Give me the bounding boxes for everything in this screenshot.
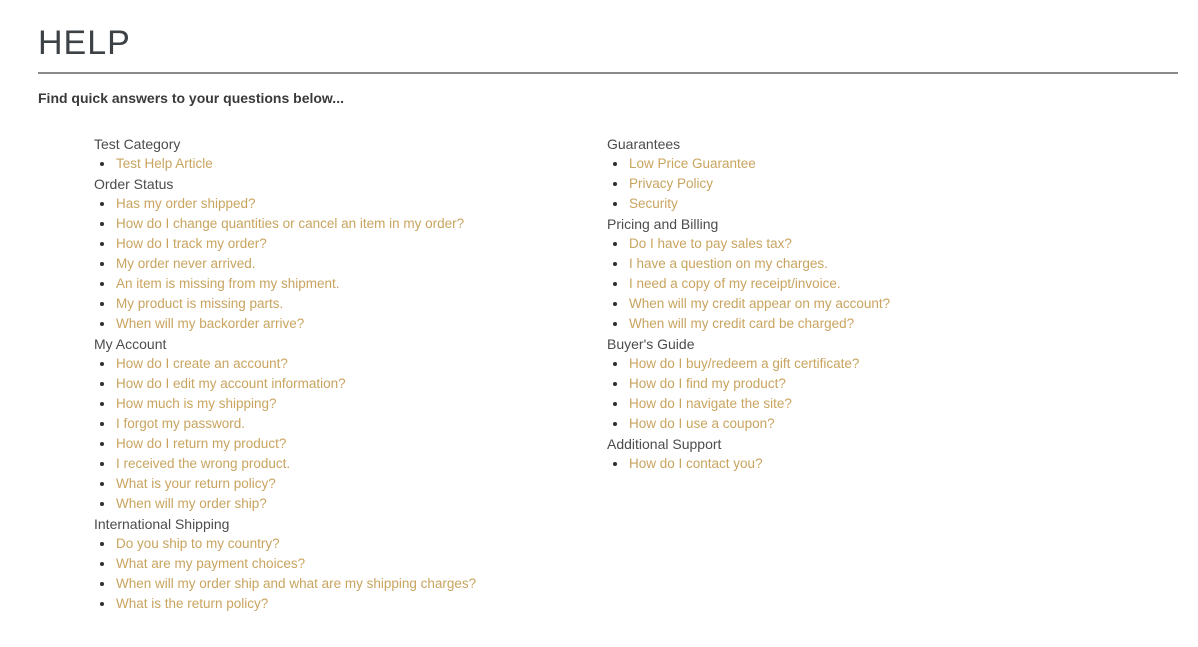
help-link-row [94, 554, 607, 574]
help-link-row [94, 214, 607, 234]
help-link-row [94, 254, 607, 274]
bullet-icon [613, 262, 617, 266]
category-heading: Order Status [94, 176, 174, 192]
page-title: HELP [38, 24, 131, 62]
bullet-icon [613, 402, 617, 406]
help-link-row [94, 494, 607, 514]
bullet-icon [613, 322, 617, 326]
bullet-icon [613, 162, 617, 166]
bullet-icon [100, 322, 104, 326]
help-article-link[interactable]: When will my credit appear on my account? [629, 296, 891, 311]
help-link-row [607, 274, 1120, 294]
help-link-row [94, 574, 607, 594]
bullet-icon [100, 462, 104, 466]
help-link-row [94, 434, 607, 454]
help-link-row [607, 154, 1120, 174]
help-article-link[interactable]: How do I edit my account information? [116, 376, 346, 391]
help-link-row [94, 194, 607, 214]
help-link-row [94, 374, 607, 394]
category-heading: My Account [94, 336, 167, 352]
category-heading: Test Category [94, 136, 181, 152]
help-columns [94, 134, 1178, 614]
help-link-row [607, 194, 1120, 214]
category-heading: Additional Support [607, 436, 722, 452]
help-link-row [94, 294, 607, 314]
help-article-link[interactable]: My order never arrived. [116, 256, 256, 271]
help-article-link[interactable]: When will my credit card be charged? [629, 316, 855, 331]
help-article-link[interactable]: When will my order ship? [116, 496, 267, 511]
help-column [94, 134, 607, 614]
bullet-icon [613, 202, 617, 206]
bullet-icon [613, 422, 617, 426]
help-article-link[interactable]: What is the return policy? [116, 596, 269, 611]
help-link-row [94, 454, 607, 474]
help-link-row [94, 154, 607, 174]
category-heading: International Shipping [94, 516, 230, 532]
bullet-icon [613, 302, 617, 306]
help-article-link[interactable]: Security [629, 196, 678, 211]
help-link-row [607, 394, 1120, 414]
help-article-link[interactable]: How do I return my product? [116, 436, 287, 451]
help-link-row [607, 174, 1120, 194]
bullet-icon [100, 242, 104, 246]
bullet-icon [613, 242, 617, 246]
help-article-link[interactable]: I need a copy of my receipt/invoice. [629, 276, 841, 291]
bullet-icon [613, 182, 617, 186]
help-article-link[interactable]: How do I navigate the site? [629, 396, 792, 411]
help-article-link[interactable]: What is your return policy? [116, 476, 276, 491]
help-column [607, 134, 1120, 614]
category-heading: Guarantees [607, 136, 681, 152]
bullet-icon [100, 542, 104, 546]
help-article-link[interactable]: An item is missing from my shipment. [116, 276, 340, 291]
help-article-link[interactable]: I received the wrong product. [116, 456, 291, 471]
help-link-row [607, 294, 1120, 314]
page-subtitle: Find quick answers to your questions below... [38, 90, 344, 106]
help-article-link[interactable]: I have a question on my charges. [629, 256, 828, 271]
help-article-link[interactable]: How do I contact you? [629, 456, 763, 471]
help-link-row [94, 414, 607, 434]
help-link-row [607, 234, 1120, 254]
help-link-row [607, 254, 1120, 274]
help-article-link[interactable]: Test Help Article [116, 156, 213, 171]
help-link-row [607, 354, 1120, 374]
help-article-link[interactable]: My product is missing parts. [116, 296, 284, 311]
help-link-row [607, 454, 1120, 474]
bullet-icon [100, 582, 104, 586]
help-article-link[interactable]: Privacy Policy [629, 176, 714, 191]
help-article-link[interactable]: How do I use a coupon? [629, 416, 775, 431]
help-link-row [94, 474, 607, 494]
help-link-row [94, 274, 607, 294]
bullet-icon [613, 382, 617, 386]
category-heading: Buyer's Guide [607, 336, 695, 352]
help-link-row [607, 314, 1120, 334]
bullet-icon [100, 282, 104, 286]
help-article-link[interactable]: How do I change quantities or cancel an item in my order? [116, 216, 465, 231]
category-heading: Pricing and Billing [607, 216, 719, 232]
help-article-link[interactable]: When will my order ship and what are my shipping charges? [116, 576, 477, 591]
bullet-icon [100, 562, 104, 566]
bullet-icon [100, 602, 104, 606]
help-article-link[interactable]: How do I buy/redeem a gift certificate? [629, 356, 860, 371]
help-article-link[interactable]: Do you ship to my country? [116, 536, 280, 551]
help-article-link[interactable]: I forgot my password. [116, 416, 246, 431]
help-article-link[interactable]: How do I find my product? [629, 376, 786, 391]
help-link-row [94, 534, 607, 554]
bullet-icon [100, 262, 104, 266]
help-article-link[interactable]: How do I create an account? [116, 356, 288, 371]
help-article-link[interactable]: Do I have to pay sales tax? [629, 236, 792, 251]
help-article-link[interactable]: How much is my shipping? [116, 396, 277, 411]
help-link-row [607, 374, 1120, 394]
bullet-icon [100, 402, 104, 406]
bullet-icon [100, 202, 104, 206]
help-article-link[interactable]: How do I track my order? [116, 236, 267, 251]
help-link-row [94, 234, 607, 254]
bullet-icon [100, 302, 104, 306]
help-link-row [607, 414, 1120, 434]
help-article-link[interactable]: What are my payment choices? [116, 556, 306, 571]
help-article-link[interactable]: Low Price Guarantee [629, 156, 756, 171]
bullet-icon [613, 362, 617, 366]
bullet-icon [100, 362, 104, 366]
bullet-icon [100, 502, 104, 506]
help-link-row [94, 314, 607, 334]
bullet-icon [100, 382, 104, 386]
bullet-icon [100, 482, 104, 486]
help-link-row [94, 594, 607, 614]
bullet-icon [100, 162, 104, 166]
bullet-icon [100, 222, 104, 226]
bullet-icon [100, 422, 104, 426]
help-article-link[interactable]: When will my backorder arrive? [116, 316, 305, 331]
bullet-icon [613, 462, 617, 466]
bullet-icon [100, 442, 104, 446]
title-divider [38, 72, 1178, 74]
help-link-row [94, 394, 607, 414]
help-article-link[interactable]: Has my order shipped? [116, 196, 256, 211]
bullet-icon [613, 282, 617, 286]
help-link-row [94, 354, 607, 374]
